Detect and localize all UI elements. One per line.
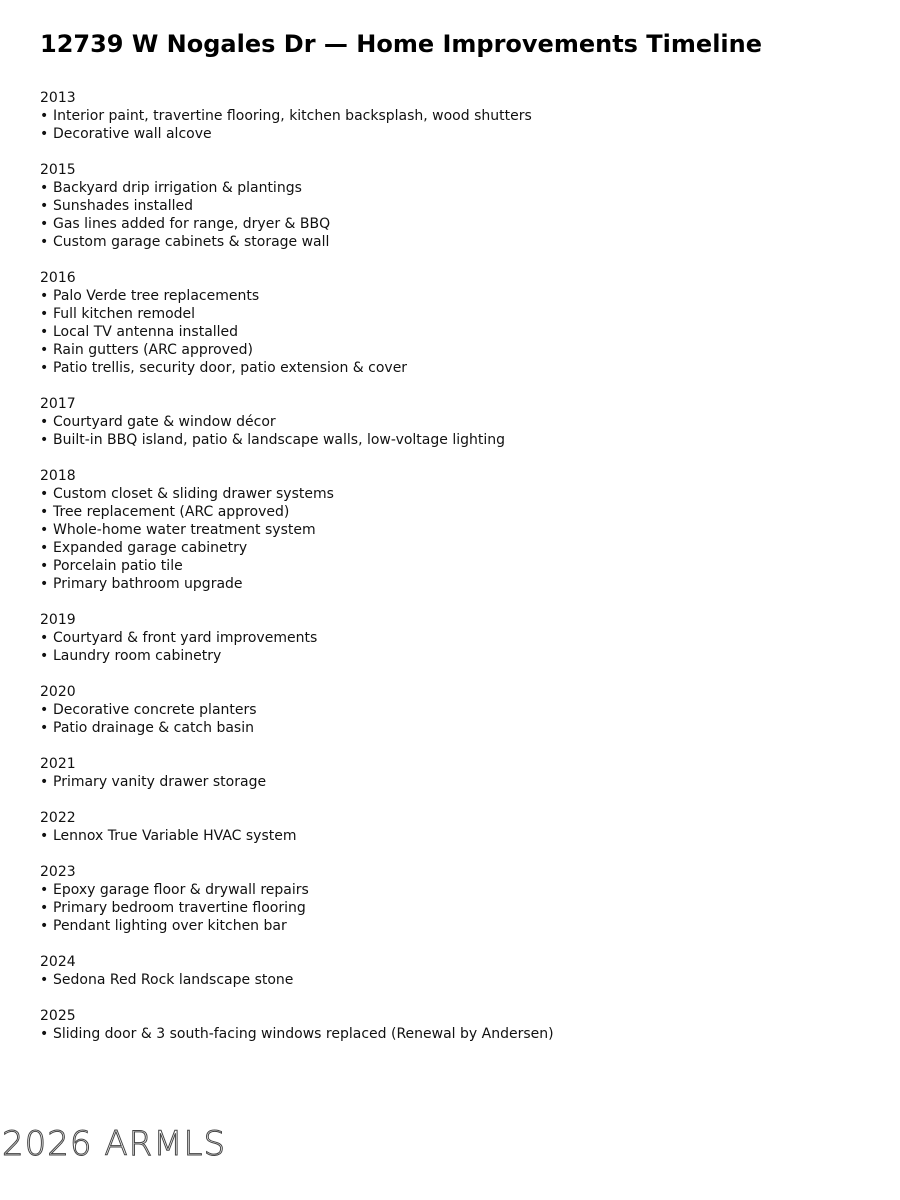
list-item — [40, 719, 880, 737]
bullet-icon: • — [40, 720, 49, 736]
list-item — [40, 917, 880, 935]
bullet-icon: • — [40, 432, 49, 448]
improvement-text: Patio trellis, security door, patio extension & cover — [53, 360, 408, 376]
improvement-text: Sliding door & 3 south-facing windows replaced (Renewal by Andersen) — [53, 1026, 554, 1042]
bullet-icon: • — [40, 234, 49, 250]
year-section — [40, 611, 880, 665]
year-heading: 2021 — [40, 756, 76, 772]
year-heading: 2023 — [40, 864, 76, 880]
improvement-text: Tree replacement (ARC approved) — [53, 504, 290, 520]
year-section — [40, 809, 880, 845]
year-section — [40, 269, 880, 377]
bullet-icon: • — [40, 576, 49, 592]
improvement-text: Porcelain patio tile — [53, 558, 183, 574]
improvement-text: Backyard drip irrigation & plantings — [53, 180, 302, 196]
year-heading: 2016 — [40, 270, 76, 286]
list-item — [40, 521, 880, 539]
year-heading: 2022 — [40, 810, 76, 826]
list-item — [40, 827, 880, 845]
bullet-icon: • — [40, 360, 49, 376]
year-section — [40, 467, 880, 593]
copyright-watermark: 2026 ARMLS — [2, 1124, 227, 1164]
page-title: 12739 W Nogales Dr — Home Improvements Timeline — [40, 30, 763, 58]
bullet-icon: • — [40, 306, 49, 322]
improvement-text: Primary bedroom travertine flooring — [53, 900, 306, 916]
list-item — [40, 971, 880, 989]
year-heading: 2018 — [40, 468, 76, 484]
list-item — [40, 215, 880, 233]
year-heading: 2017 — [40, 396, 76, 412]
bullet-icon: • — [40, 1026, 49, 1042]
improvement-list — [40, 881, 880, 935]
list-item — [40, 431, 880, 449]
bullet-icon: • — [40, 522, 49, 538]
list-item — [40, 341, 880, 359]
list-item — [40, 881, 880, 899]
bullet-icon: • — [40, 702, 49, 718]
bullet-icon: • — [40, 288, 49, 304]
bullet-icon: • — [40, 828, 49, 844]
year-section — [40, 863, 880, 935]
list-item — [40, 287, 880, 305]
improvement-text: Full kitchen remodel — [53, 306, 196, 322]
list-item — [40, 305, 880, 323]
list-item — [40, 125, 880, 143]
list-item — [40, 557, 880, 575]
bullet-icon: • — [40, 882, 49, 898]
list-item — [40, 359, 880, 377]
improvement-list — [40, 773, 880, 791]
list-item — [40, 503, 880, 521]
bullet-icon: • — [40, 540, 49, 556]
bullet-icon: • — [40, 486, 49, 502]
bullet-icon: • — [40, 648, 49, 664]
improvement-list — [40, 107, 880, 143]
bullet-icon: • — [40, 126, 49, 142]
bullet-icon: • — [40, 324, 49, 340]
year-heading: 2025 — [40, 1008, 76, 1024]
improvement-text: Rain gutters (ARC approved) — [53, 342, 253, 358]
year-heading: 2015 — [40, 162, 76, 178]
improvement-text: Whole-home water treatment system — [53, 522, 316, 538]
improvement-text: Palo Verde tree replacements — [53, 288, 260, 304]
improvement-text: Patio drainage & catch basin — [53, 720, 254, 736]
year-section — [40, 755, 880, 791]
year-heading: 2020 — [40, 684, 76, 700]
list-item — [40, 1025, 880, 1043]
year-heading: 2024 — [40, 954, 76, 970]
list-item — [40, 575, 880, 593]
improvement-list — [40, 179, 880, 251]
bullet-icon: • — [40, 558, 49, 574]
bullet-icon: • — [40, 180, 49, 196]
list-item — [40, 197, 880, 215]
year-section — [40, 89, 880, 143]
improvement-list — [40, 413, 880, 449]
improvement-text: Custom garage cabinets & storage wall — [53, 234, 330, 250]
improvement-text: Primary bathroom upgrade — [53, 576, 243, 592]
bullet-icon: • — [40, 108, 49, 124]
bullet-icon: • — [40, 774, 49, 790]
list-item — [40, 701, 880, 719]
list-item — [40, 233, 880, 251]
improvement-list — [40, 485, 880, 593]
improvement-text: Local TV antenna installed — [53, 324, 239, 340]
improvement-text: Custom closet & sliding drawer systems — [53, 486, 334, 502]
bullet-icon: • — [40, 972, 49, 988]
improvement-list — [40, 827, 880, 845]
improvement-text: Primary vanity drawer storage — [53, 774, 267, 790]
improvement-text: Built-in BBQ island, patio & landscape walls, low-voltage lighting — [53, 432, 505, 448]
list-item — [40, 899, 880, 917]
bullet-icon: • — [40, 504, 49, 520]
list-item — [40, 323, 880, 341]
improvement-list — [40, 1025, 880, 1043]
improvements-timeline — [40, 89, 880, 1061]
improvement-text: Pendant lighting over kitchen bar — [53, 918, 287, 934]
list-item — [40, 629, 880, 647]
improvement-list — [40, 287, 880, 377]
year-section — [40, 683, 880, 737]
improvement-text: Lennox True Variable HVAC system — [53, 828, 297, 844]
list-item — [40, 647, 880, 665]
improvement-text: Interior paint, travertine flooring, kitchen backsplash, wood shutters — [53, 108, 532, 124]
bullet-icon: • — [40, 918, 49, 934]
list-item — [40, 539, 880, 557]
year-section — [40, 161, 880, 251]
bullet-icon: • — [40, 414, 49, 430]
year-heading: 2019 — [40, 612, 76, 628]
improvement-list — [40, 629, 880, 665]
list-item — [40, 485, 880, 503]
improvement-text: Sunshades installed — [53, 198, 194, 214]
improvement-list — [40, 701, 880, 737]
year-section — [40, 1007, 880, 1043]
list-item — [40, 107, 880, 125]
improvement-text: Laundry room cabinetry — [53, 648, 222, 664]
list-item — [40, 179, 880, 197]
list-item — [40, 773, 880, 791]
improvement-text: Courtyard gate & window décor — [53, 414, 276, 430]
improvement-list — [40, 971, 880, 989]
improvement-text: Decorative wall alcove — [53, 126, 212, 142]
improvement-text: Decorative concrete planters — [53, 702, 257, 718]
improvement-text: Sedona Red Rock landscape stone — [53, 972, 294, 988]
improvement-text: Gas lines added for range, dryer & BBQ — [53, 216, 331, 232]
improvement-text: Epoxy garage floor & drywall repairs — [53, 882, 309, 898]
improvement-text: Expanded garage cabinetry — [53, 540, 248, 556]
bullet-icon: • — [40, 342, 49, 358]
year-section — [40, 395, 880, 449]
year-heading: 2013 — [40, 90, 76, 106]
improvement-text: Courtyard & front yard improvements — [53, 630, 318, 646]
bullet-icon: • — [40, 630, 49, 646]
bullet-icon: • — [40, 216, 49, 232]
year-section — [40, 953, 880, 989]
bullet-icon: • — [40, 900, 49, 916]
bullet-icon: • — [40, 198, 49, 214]
list-item — [40, 413, 880, 431]
